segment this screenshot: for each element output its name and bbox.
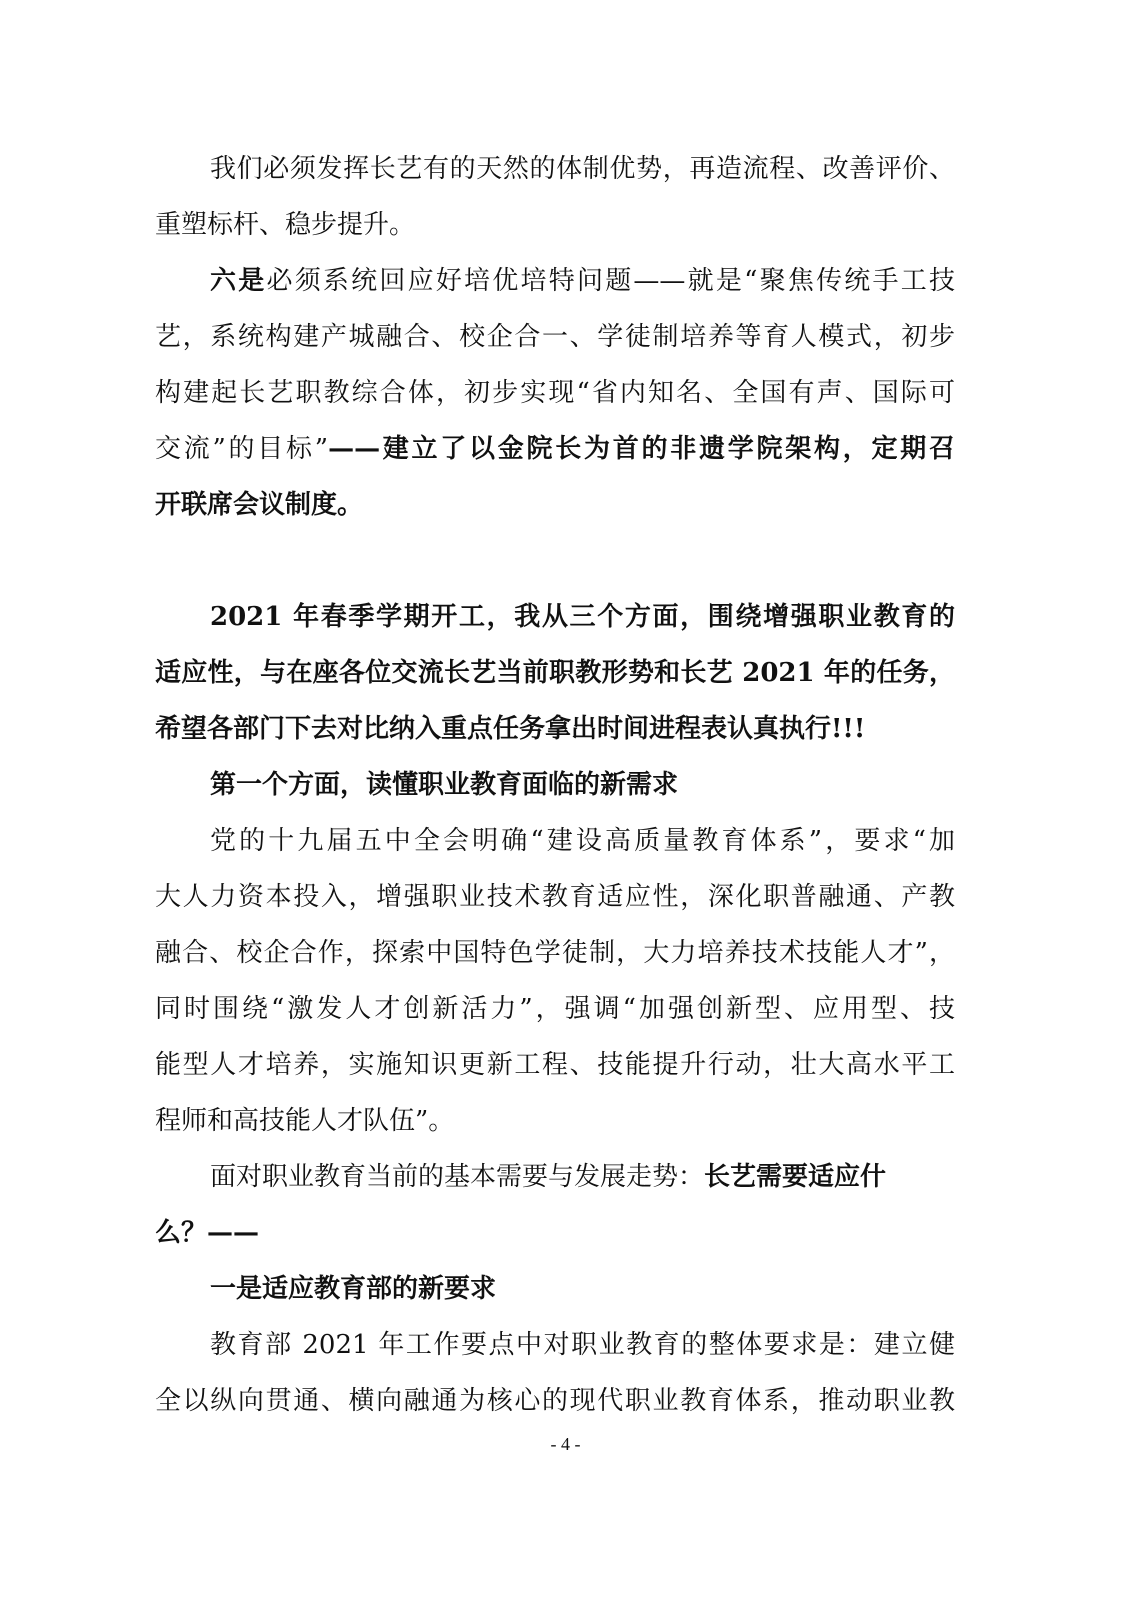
text-line xyxy=(155,421,955,477)
text-line: 开联席会议制度。 xyxy=(155,490,364,520)
text-line: 大人力资本投入，增强职业技术教育适应性，深化职普融通、产教 xyxy=(155,882,955,912)
text-line xyxy=(210,253,955,309)
text-line: 同时围绕“激发人才创新活力”，强调“加强创新型、应用型、技 xyxy=(155,994,955,1024)
text-line: 希望各部门下去对比纳入重点任务拿出时间进程表认真执行!!! xyxy=(155,714,866,744)
text-segment: 必须系统回应好培优培特问题——就是“聚焦传统手工技 xyxy=(266,266,955,296)
section-heading: 第一个方面，读懂职业教育面临的新需求 xyxy=(210,770,679,800)
text-line: 么？—— xyxy=(155,1218,260,1248)
text-line: 我们必须发挥长艺有的天然的体制优势，再造流程、改善评价、 xyxy=(210,154,955,184)
text-line: 程师和高技能人才队伍”。 xyxy=(155,1106,455,1136)
text-line xyxy=(210,1149,955,1205)
text-line: 全以纵向贯通、横向融通为核心的现代职业教育体系，推动职业教 xyxy=(155,1386,955,1416)
text-segment-bold: 长艺需要适应什 xyxy=(704,1162,887,1192)
text-line: 艺，系统构建产城融合、校企合一、学徒制培养等育人模式，初步 xyxy=(155,322,955,352)
text-line: 融合、校企合作，探索中国特色学徒制，大力培养技术技能人才”， xyxy=(155,938,955,968)
text-segment: 面对职业教育当前的基本需要与发展走势： xyxy=(210,1162,705,1192)
text-line: 重塑标杆、稳步提升。 xyxy=(155,210,416,240)
section-heading: 一是适应教育部的新要求 xyxy=(210,1274,497,1304)
text-line: 构建起长艺职教综合体，初步实现“省内知名、全国有声、国际可 xyxy=(155,378,955,408)
text-line: 2021 年春季学期开工，我从三个方面，围绕增强职业教育的 xyxy=(210,602,955,632)
page-number: - 4 - xyxy=(550,1434,581,1454)
text-segment-bold: 六是 xyxy=(210,266,267,296)
text-line: 教育部 2021 年工作要点中对职业教育的整体要求是：建立健 xyxy=(210,1330,955,1360)
text-segment: 交流”的目标” xyxy=(155,434,329,464)
text-line: 党的十九届五中全会明确“建设高质量教育体系”，要求“加 xyxy=(210,826,955,856)
text-line: 适应性，与在座各位交流长艺当前职教形势和长艺 2021 年的任务， xyxy=(155,658,955,688)
text-segment-bold: ——建立了以金院长为首的非遗学院架构，定期召 xyxy=(328,434,955,464)
text-line: 能型人才培养，实施知识更新工程、技能提升行动，壮大高水平工 xyxy=(155,1050,955,1080)
